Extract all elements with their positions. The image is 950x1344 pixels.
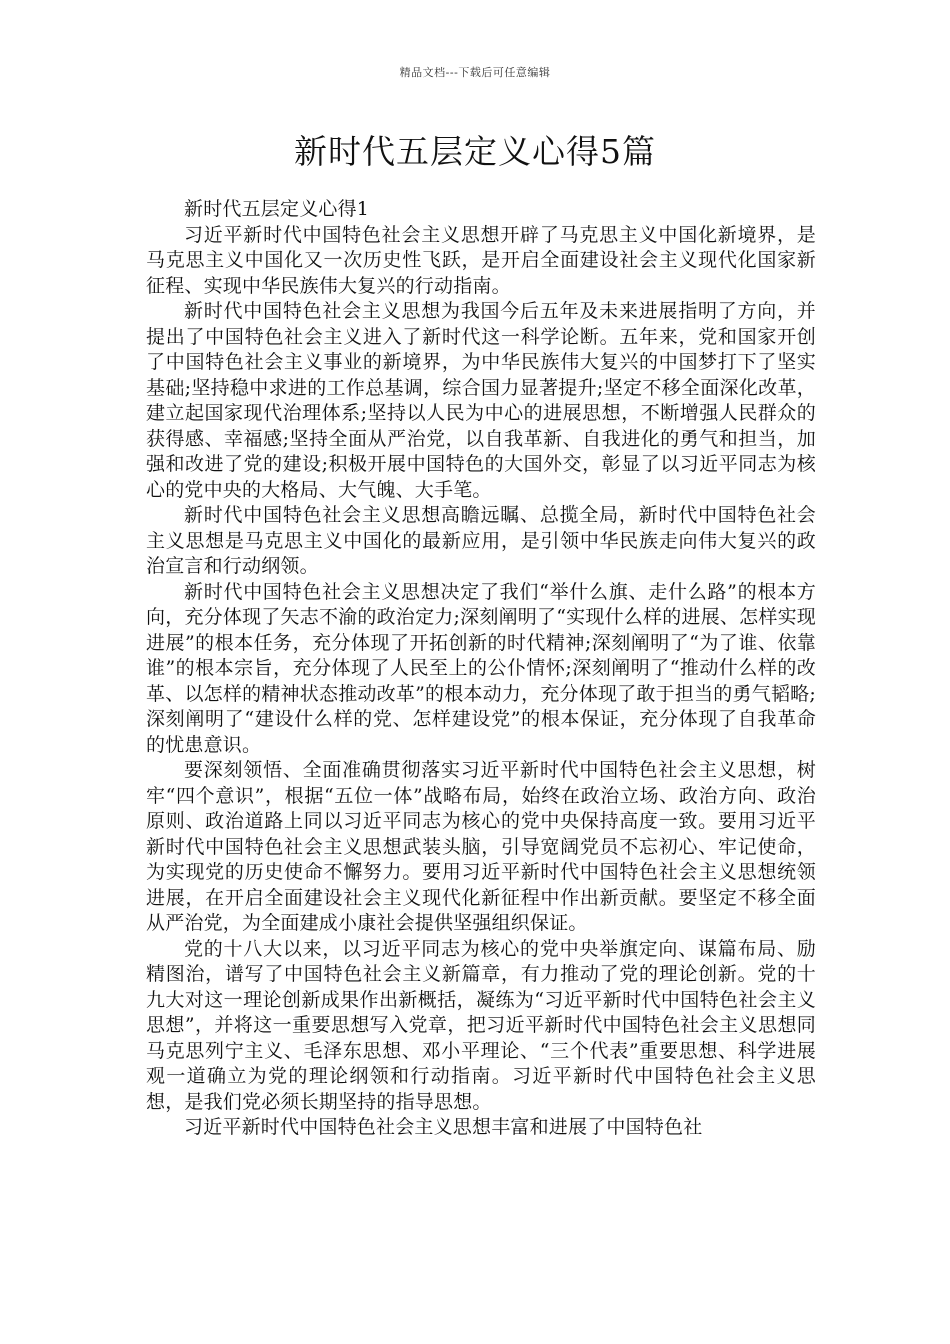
paragraph-3: 新时代中国特色社会主义思想高瞻远瞩、总揽全局，新时代中国特色社会主义思想是马克思主义中国化的最新应用，是引领中华民族走向伟大复兴的政治宣言和行动纲领。 xyxy=(146,504,816,577)
header-note: 精品文档---下载后可任意编辑 xyxy=(399,66,551,79)
document-title: 新时代五层定义心得5篇 xyxy=(294,132,656,171)
paragraph-2: 新时代中国特色社会主义思想为我国今后五年及未来进展指明了方向，并提出了中国特色社会主义进入了新时代这一科学论断。五年来，党和国家开创了中国特色社会主义事业的新境界，为中华民族伟大复兴的中国梦打下了坚实基础;坚持稳中求进的工作总基调，综合国力显著提升;坚定不移全面深化改革，建立起国家现代治理体系;坚持以人民为中心的进展思想，不断增强人民群众的获得感、幸福感;坚持全面从严治党，以自我革新、自我进化的勇气和担当，加强和改进了党的建设;积极开展中国特色的大国外交，彰显了以习近平同志为核心的党中央的大格局、大气魄、大手笔。 xyxy=(146,300,816,501)
paragraph-6: 党的十八大以来，以习近平同志为核心的党中央举旗定向、谋篇布局、励精图治，谱写了中国特色社会主义新篇章，有力推动了党的理论创新。党的十九大对这一理论创新成果作出新概括，凝练为“习近平新时代中国特色社会主义思想”，并将这一重要思想写入党章，把习近平新时代中国特色社会主义思想同马克思列宁主义、毛泽东思想、邓小平理论、“三个代表”重要思想、科学进展观一道确立为党的理论纲领和行动指南。习近平新时代中国特色社会主义思想，是我们党必须长期坚持的指导思想。 xyxy=(146,937,816,1113)
paragraph-7: 习近平新时代中国特色社会主义思想丰富和进展了中国特色社 xyxy=(184,1116,703,1138)
paragraph-5: 要深刻领悟、全面准确贯彻落实习近平新时代中国特色社会主义思想，树牢“四个意识”，根据“五位一体”战略布局，始终在政治立场、政治方向、政治原则、政治道路上同以习近平同志为核心的党中央保持高度一致。要用习近平新时代中国特色社会主义思想武装头脑，引导宽阔党员不忘初心、牢记使命，为实现党的历史使命不懈努力。要用习近平新时代中国特色社会主义思想统领进展，在开启全面建设社会主义现代化新征程中作出新贡献。要坚定不移全面从严治党，为全面建成小康社会提供坚强组织保证。 xyxy=(146,759,816,934)
section-subtitle: 新时代五层定义心得1 xyxy=(184,198,370,220)
paragraph-1: 习近平新时代中国特色社会主义思想开辟了马克思主义中国化新境界，是马克思主义中国化又一次历史性飞跃，是开启全面建设社会主义现代化国家新征程、实现中华民族伟大复兴的行动指南。 xyxy=(146,223,816,297)
document-body xyxy=(146,197,816,1141)
paragraph-4: 新时代中国特色社会主义思想决定了我们“举什么旗、走什么路”的根本方向，充分体现了矢志不渝的政治定力;深刻阐明了“实现什么样的进展、怎样实现进展”的根本任务，充分体现了开拓创新的时代精神;深刻阐明了“为了谁、依靠谁”的根本宗旨，充分体现了人民至上的公仆情怀;深刻阐明了“推动什么样的改革、以怎样的精神状态推动改革”的根本动力，充分体现了敢于担当的勇气韬略;深刻阐明了“建设什么样的党、怎样建设党”的根本保证，充分体现了自我革命的忧患意识。 xyxy=(146,580,816,756)
